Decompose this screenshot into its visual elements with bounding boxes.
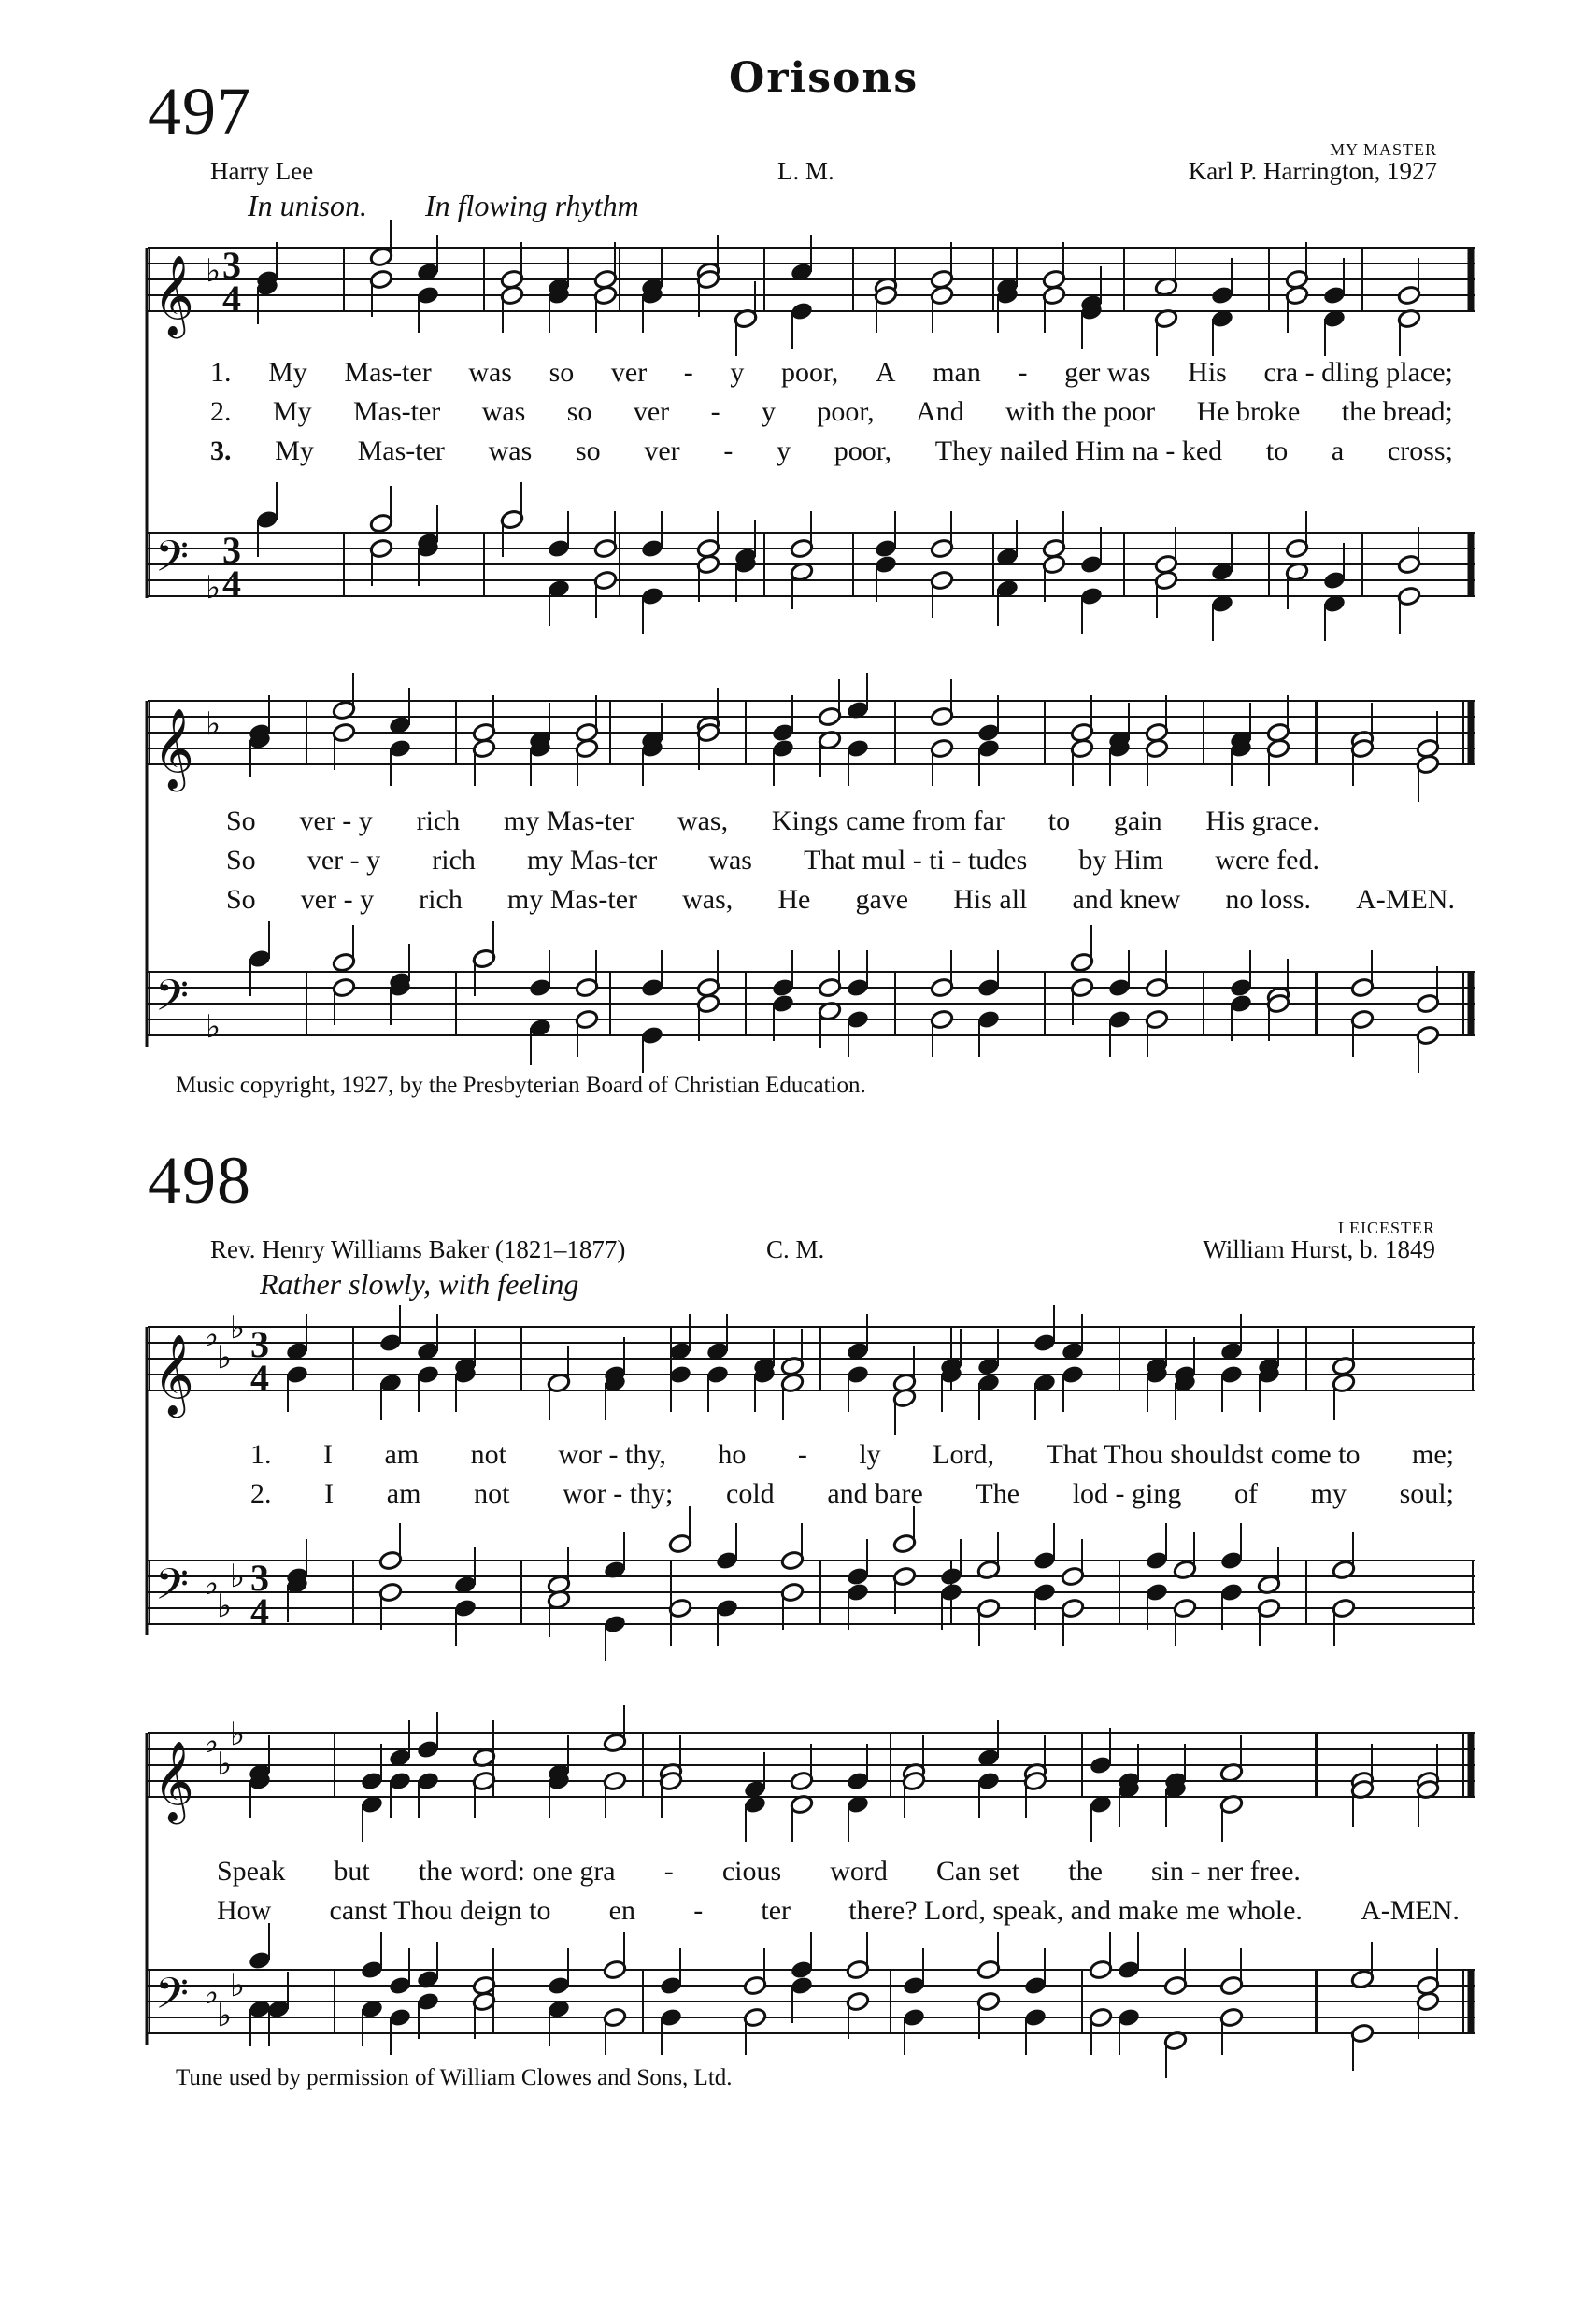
lyric: my Mas-ter [506,884,638,915]
lyric: lod - ging [1072,1478,1182,1509]
lyric: were fed. [1215,845,1319,876]
lyric: am [386,1478,421,1509]
hymn-498-s2-treble-notes [248,1705,1440,1842]
lyric: ver [610,357,648,388]
hymn-498-system-2-bass [148,1960,1475,2045]
lyric: poor, [817,396,875,427]
svg-text:4: 4 [222,563,241,605]
hymn-497-system-1-bass [148,523,1475,607]
hymn-498-verse-2-line-2 [217,1895,1460,1927]
hymn-number-497: 497 [148,74,251,149]
hymn-497-copyright: Music copyright, 1927, by the Presbyterian Board of Christian Education. [176,1073,866,1098]
svg-text:3: 3 [222,529,241,571]
lyric: His grace. [1205,805,1319,836]
lyric: 2. [210,396,232,427]
lyric: - [723,435,734,466]
lyric: - [710,396,720,427]
lyric: Mas-ter [353,396,441,427]
lyric: y [761,396,776,427]
lyric: They nailed Him na - ked [934,435,1223,466]
lyric: canst Thou deign to [329,1895,551,1926]
lyric: me; [1412,1439,1454,1470]
hymn-498-system-1-bass [148,1551,1475,1635]
lyric: of [1234,1478,1258,1509]
flat-icon: ♭ [206,1008,221,1046]
lyric: He [777,884,811,915]
hymn-498-author: Rev. Henry Williams Baker (1821–1877) [210,1235,626,1263]
lyric: not [474,1478,510,1509]
lyric: A-MEN. [1361,1895,1460,1926]
lyric: ger was [1064,357,1151,388]
lyric: the word: one gra [418,1856,616,1887]
hymn-497-tempo-rhythm: In flowing rhythm [425,189,639,222]
svg-text:4: 4 [250,1357,269,1399]
lyric: His [1188,357,1227,388]
lyric: A [875,357,896,388]
hymn-497-verse-3-line-1 [210,435,1453,467]
staff-lines [148,1970,1475,2033]
hymn-498-system-1-treble [148,1309,1475,1415]
hymn-498-copyright: Tune used by permission of William Clowes and Sons, Ltd. [176,2065,733,2090]
flat-icon: ♭ [230,1309,246,1347]
lyric: my Mas-ter [527,845,658,876]
bass-clef-icon: 𝄢 [155,971,190,1032]
lyric: 3. [210,435,232,466]
bass-clef-icon: 𝄢 [155,532,190,592]
section-title: Orisons [729,54,919,102]
flat-icon: ♭ [204,1974,220,2012]
lyric: ver - y [300,884,375,915]
lyric: My [268,357,307,388]
lyric: That mul - ti - tudes [804,845,1028,876]
svg-text:3: 3 [250,1323,269,1365]
lyric: so [575,435,601,466]
lyric: - [797,1439,807,1470]
lyric: - [693,1895,704,1926]
lyric: He broke [1196,396,1301,427]
lyric: to [1265,435,1289,466]
lyric: rich [416,805,461,836]
lyric: And [916,396,964,427]
lyric: soul; [1399,1478,1454,1509]
treble-clef-icon: 𝄞 [153,255,194,335]
hymn-497-verse-2-line-2 [226,845,1319,876]
hymn-498-verse-1-line-1 [250,1439,1454,1471]
lyric: My [275,435,314,466]
lyric: was [708,845,752,876]
lyric: to [1047,805,1071,836]
lyric: 1. [210,357,232,388]
lyric: word [830,1856,888,1887]
lyric: I [322,1439,333,1470]
svg-text:3: 3 [250,1557,269,1599]
flat-icon: ♭ [204,1317,220,1354]
hymn-497-author: Harry Lee [210,157,314,185]
lyric: my Mas-ter [504,805,634,836]
lyric: gain [1113,805,1162,836]
lyric: Speak [217,1856,286,1887]
lyric: y [777,435,791,466]
lyric: ver [633,396,670,427]
lyric: sin - ner free. [1150,1856,1301,1887]
hymn-497-system-2-bass [148,962,1475,1047]
lyric: Mas-ter [344,357,432,388]
lyric: So [226,805,256,836]
lyric: the [1068,1856,1103,1887]
lyric: but [334,1856,370,1887]
svg-text:4: 4 [222,278,241,320]
lyric: am [384,1439,420,1470]
lyric: ver - y [299,805,373,836]
lyric: So [226,884,256,915]
lyric: Mas-ter [357,435,445,466]
lyric: was [468,357,512,388]
lyric: y [730,357,745,388]
lyric: cold [726,1478,775,1509]
hymn-498-system-2-brace [142,1733,151,2045]
lyric: cross; [1387,435,1453,466]
lyric: ly [859,1439,881,1470]
svg-text:4: 4 [250,1590,269,1632]
hymn-number-498: 498 [148,1143,251,1218]
lyric: with the poor [1005,396,1156,427]
lyric: That Thou shouldst come to [1046,1439,1361,1470]
hymn-498-tempo: Rather slowly, with feeling [260,1267,579,1301]
hymn-498-system-1-brace [142,1327,151,1635]
lyric: was [488,435,533,466]
lyric: not [470,1439,506,1470]
flat-icon: ♭ [217,1339,233,1376]
lyric: ho [718,1439,747,1470]
lyric: wor - thy; [563,1478,674,1509]
hymn-498-tune-name: LEICESTER [1338,1219,1435,1237]
hymn-498-verse-1-line-2 [217,1856,1301,1888]
treble-clef-icon: 𝄞 [153,1334,194,1415]
hymn-497-s2-treble-notes [248,673,1440,802]
flat-icon: ♭ [206,252,221,290]
lyric: My [272,396,312,427]
flat-icon: ♭ [206,569,221,606]
hymn-498-meter: C. M. [766,1235,825,1263]
hymn-498-system-2-treble [148,1716,1475,1821]
hymn-498-composer: William Hurst, b. 1849 [1203,1235,1435,1263]
lyric: gave [855,884,909,915]
bass-clef-icon: 𝄢 [155,1969,190,2030]
lyric: I [324,1478,335,1509]
lyric: 2. [250,1478,272,1509]
lyric: so [566,396,592,427]
lyric: 1. [250,1439,272,1470]
hymn-497-verse-1-line-2 [226,805,1319,837]
lyric: rich [432,845,476,876]
staff-lines [148,1327,1475,1390]
hymn-497-system-2-treble [148,691,1475,789]
lyric: was [481,396,526,427]
lyric: wor - thy, [558,1439,666,1470]
lyric: Kings came from far [771,805,1005,836]
lyric: man [933,357,981,388]
lyric: ver [644,435,680,466]
lyric: there? Lord, speak, and make me whole. [848,1895,1303,1926]
lyric: The [976,1478,1020,1509]
hymn-497-s1-treble-notes [255,220,1421,356]
hymn-497-meter: L. M. [777,157,834,185]
hymn-497-tune-name: MY MASTER [1330,140,1437,159]
lyric: Lord, [933,1439,994,1470]
hymn-497-tempo-unison: In unison. [248,189,367,222]
lyric: - [683,357,693,388]
lyric: cra - dling place; [1263,357,1453,388]
flat-icon: ♭ [217,1997,233,2034]
hymn-497-verse-2-line-1 [210,396,1453,428]
lyric: by Him [1078,845,1164,876]
lyric: - [1018,357,1028,388]
flat-icon: ♭ [217,1746,233,1783]
flat-icon: ♭ [217,1588,233,1625]
lyric: en [608,1895,635,1926]
lyric: was, [682,884,734,915]
flat-icon: ♭ [230,1967,246,2004]
hymn-497-composer: Karl P. Harrington, 1927 [1188,157,1437,185]
lyric: - [663,1856,674,1887]
lyric: and knew [1072,884,1181,915]
lyric: rich [419,884,463,915]
treble-clef-icon: 𝄞 [153,708,194,789]
lyric: ter [761,1895,791,1926]
lyric: poor, [834,435,892,466]
svg-text:3: 3 [222,244,241,286]
lyric: so [549,357,575,388]
flat-icon: ♭ [204,1723,220,1760]
hymn-497-verse-3-line-2 [226,884,1455,916]
lyric: my [1310,1478,1347,1509]
hymn-497-system-2-brace [142,701,151,1047]
flat-icon: ♭ [230,1716,246,1753]
lyric: His all [953,884,1028,915]
hymn-497-verse-1-line-1 [210,357,1453,389]
lyric: a [1331,435,1345,466]
lyric: the bread; [1341,396,1453,427]
flat-icon: ♭ [230,1558,246,1595]
hymn-498-verse-2-line-1 [250,1478,1454,1510]
lyric: no loss. [1225,884,1312,915]
flat-icon: ♭ [206,705,221,743]
lyric: Can set [935,1856,1020,1887]
lyric: ver - y [306,845,381,876]
lyric: was, [677,805,729,836]
hymn-497-s1-bass-notes [255,482,1421,641]
lyric: poor, [781,357,839,388]
hymn-497-system-1-treble [148,238,1475,335]
hymn-497-s2-bass-notes [248,921,1440,1073]
flat-icon: ♭ [204,1565,220,1603]
hymn-497-system-1-brace [142,248,151,598]
lyric: So [226,845,256,876]
bass-clef-icon: 𝄢 [155,1560,190,1620]
lyric: and bare [827,1478,923,1509]
treble-clef-icon: 𝄞 [153,1741,194,1821]
lyric: How [217,1895,272,1926]
lyric: cious [721,1856,782,1887]
lyric: A-MEN. [1356,884,1455,915]
